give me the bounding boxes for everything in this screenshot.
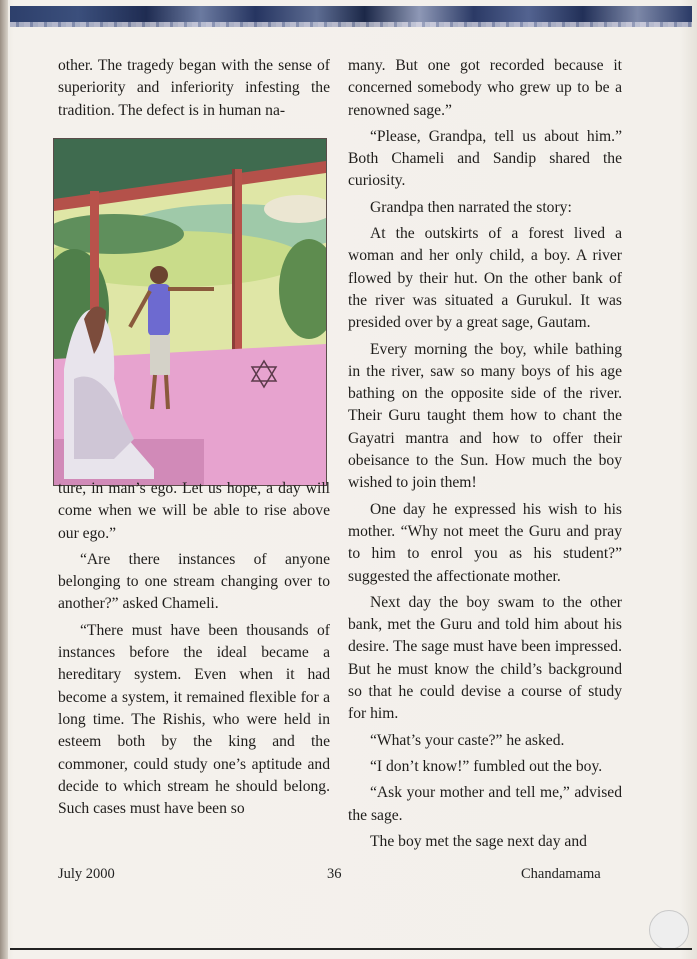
story-illustration: [53, 138, 327, 486]
paragraph: many. But one got recorded because it concerned somebody who grew up to be a renowned sage.”: [348, 57, 622, 119]
illustration-art: [54, 139, 326, 485]
issue-date: July 2000: [58, 866, 115, 882]
corner-stamp-icon: [649, 910, 689, 950]
paragraph: “What’s your caste?” he asked.: [370, 731, 565, 749]
paragraph: “Please, Grandpa, tell us about him.” Both Chameli and Sandip shared the curiosity.: [348, 127, 622, 190]
paragraph: Every morning the boy, while bathing in the river, saw so many boys of his age bathing on the opposite side of the river. Their Guru taught them how to chant the Gayatri mantra and how to offer their obeisance to the Sun. How much the boy wished to join them!: [348, 340, 622, 492]
paragraph: Next day the boy swam to the other bank, met the Guru and told him about his desire. The sage must have been impressed. But he must know the child’s background so that he could devise a course of study for him.: [348, 593, 622, 723]
page-number: 36: [327, 866, 342, 882]
left-column-bottom: [58, 478, 330, 820]
magazine-name: Chandamama: [521, 866, 601, 882]
left-column-top: [58, 55, 330, 122]
paragraph: “I don’t know!” fumbled out the boy.: [370, 757, 603, 775]
paragraph: “There must have been thousands of instances before the ideal became a hereditary system. Even when it had become a system, it remained flexible for a long time. The Rishis, who were held in esteem both by the king and the commoner, could study one’s aptitude and decide to which stream he should belong. Such cases must have been so: [58, 621, 330, 818]
paragraph: The boy met the sage next day and: [370, 832, 587, 850]
paragraph: other. The tragedy began with the sense of superiority and inferiority infesting the tradition. The defect is in human na-: [58, 57, 330, 119]
decorative-banner: [10, 6, 692, 27]
bottom-divider: [10, 948, 692, 950]
page-edge: [0, 0, 8, 959]
paragraph: “Ask your mother and tell me,” advised the sage.: [348, 784, 622, 824]
paragraph: “Are there instances of anyone belonging to one stream changing over to another?” asked Chameli.: [58, 550, 330, 613]
paragraph: ture, in man’s ego. Let us hope, a day will come when we will be able to rise above our ego.”: [58, 480, 330, 542]
paragraph: At the outskirts of a forest lived a woman and her only child, a boy. A river flowed by their hut. On the other bank of the river was situated a Gurukul. It was presided over by a great sage, Gautam.: [348, 225, 622, 332]
paragraph: Grandpa then narrated the story:: [370, 198, 572, 216]
right-column: [348, 55, 622, 853]
paragraph: One day he expressed his wish to his mother. “Why not meet the Guru and pray to him to enrol you as his student?” suggested the affectionate mother.: [348, 500, 622, 585]
